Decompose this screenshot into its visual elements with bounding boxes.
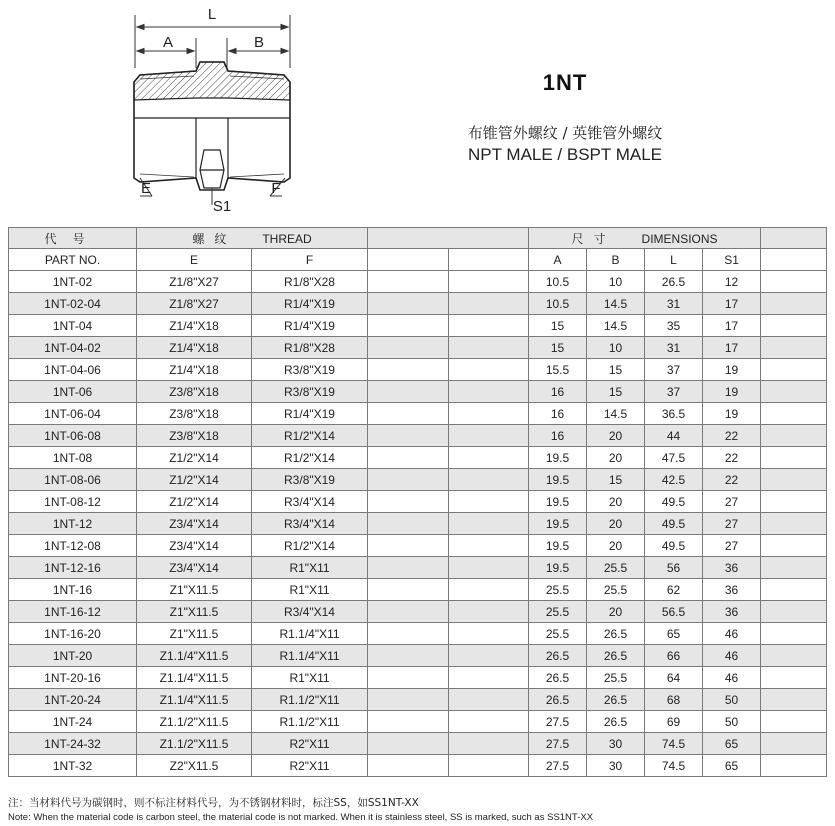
table-row (9, 469, 827, 491)
cell-e: Z1/4"X18 (137, 315, 252, 337)
header-s1: S1 (703, 249, 761, 271)
cell-f: R3/8"X19 (252, 469, 368, 491)
cell-f: R1"X11 (252, 557, 368, 579)
cell-empty (761, 425, 827, 447)
cell-s1: 12 (703, 271, 761, 293)
cell-empty (449, 667, 529, 689)
cell-b: 20 (587, 535, 645, 557)
title-english: NPT MALE / BSPT MALE (468, 145, 662, 164)
cell-empty (368, 425, 449, 447)
table-row (9, 755, 827, 777)
cell-empty (368, 337, 449, 359)
cell-e: Z1.1/2"X11.5 (137, 711, 252, 733)
header-row-2 (9, 249, 827, 271)
cell-empty (761, 535, 827, 557)
cell-empty (449, 557, 529, 579)
cell-f: R3/8"X19 (252, 359, 368, 381)
cell-l: 42.5 (645, 469, 703, 491)
cell-e: Z3/8"X18 (137, 381, 252, 403)
cell-empty (449, 381, 529, 403)
cell-f: R1/2"X14 (252, 447, 368, 469)
cell-l: 31 (645, 293, 703, 315)
cell-empty (449, 359, 529, 381)
cell-part-no: 1NT-24 (9, 711, 137, 733)
cell-f: R2"X11 (252, 733, 368, 755)
cell-s1: 22 (703, 447, 761, 469)
cell-s1: 46 (703, 623, 761, 645)
note-english: Note: When the material code is carbon steel, the material code is not marked. When it is stainless steel, SS is marked, such as SS1NT-XX (8, 812, 594, 823)
header-a: A (529, 249, 587, 271)
cell-empty (761, 315, 827, 337)
cell-b: 26.5 (587, 711, 645, 733)
cell-part-no: 1NT-06-04 (9, 403, 137, 425)
header-empty-3 (761, 249, 827, 271)
cell-b: 20 (587, 491, 645, 513)
header-b: B (587, 249, 645, 271)
cell-f: R1/2"X14 (252, 535, 368, 557)
cell-b: 20 (587, 447, 645, 469)
cell-part-no: 1NT-08-12 (9, 491, 137, 513)
dim-label-a: A (162, 34, 174, 51)
cell-empty (449, 711, 529, 733)
cell-part-no: 1NT-12-16 (9, 557, 137, 579)
cell-a: 19.5 (529, 557, 587, 579)
cell-s1: 50 (703, 711, 761, 733)
dim-label-s1: S1 (212, 198, 232, 215)
table-row (9, 645, 827, 667)
cell-empty (761, 645, 827, 667)
cell-a: 15.5 (529, 359, 587, 381)
cell-empty (368, 535, 449, 557)
dim-label-l: L (207, 6, 217, 23)
cell-s1: 36 (703, 557, 761, 579)
table-row (9, 381, 827, 403)
cell-f: R1/8"X28 (252, 337, 368, 359)
table-row (9, 293, 827, 315)
cell-empty (449, 623, 529, 645)
cell-s1: 65 (703, 755, 761, 777)
cell-f: R3/4"X14 (252, 513, 368, 535)
cell-e: Z1"X11.5 (137, 601, 252, 623)
cell-f: R3/8"X19 (252, 381, 368, 403)
cell-a: 26.5 (529, 667, 587, 689)
header-part-no: PART NO. (9, 249, 137, 271)
cell-empty (368, 381, 449, 403)
cell-e: Z3/8"X18 (137, 403, 252, 425)
cell-a: 27.5 (529, 755, 587, 777)
table-row (9, 337, 827, 359)
header-code-cn: 代号 (9, 228, 137, 249)
cell-e: Z1.1/4"X11.5 (137, 689, 252, 711)
table-row (9, 733, 827, 755)
fitting-drawing (120, 0, 310, 220)
cell-a: 16 (529, 425, 587, 447)
table-row (9, 425, 827, 447)
spec-table (8, 227, 827, 777)
cell-a: 27.5 (529, 711, 587, 733)
cell-empty (368, 689, 449, 711)
cell-part-no: 1NT-20-16 (9, 667, 137, 689)
cell-empty (761, 601, 827, 623)
cell-a: 10.5 (529, 293, 587, 315)
cell-e: Z3/4"X14 (137, 557, 252, 579)
cell-e: Z3/4"X14 (137, 535, 252, 557)
title-chinese: 布锥管外螺纹 / 英锥管外螺纹 (467, 124, 663, 142)
cell-part-no: 1NT-06-08 (9, 425, 137, 447)
cell-f: R3/4"X14 (252, 491, 368, 513)
cell-e: Z1.1/4"X11.5 (137, 667, 252, 689)
cell-empty (368, 623, 449, 645)
header-empty-2 (449, 249, 529, 271)
cell-s1: 46 (703, 667, 761, 689)
cell-empty (368, 755, 449, 777)
cell-b: 25.5 (587, 667, 645, 689)
cell-a: 15 (529, 315, 587, 337)
cell-f: R1/2"X14 (252, 425, 368, 447)
cell-empty (449, 755, 529, 777)
cell-a: 25.5 (529, 601, 587, 623)
cell-b: 14.5 (587, 315, 645, 337)
cell-part-no: 1NT-20-24 (9, 689, 137, 711)
table-row (9, 535, 827, 557)
cell-a: 27.5 (529, 733, 587, 755)
cell-b: 10 (587, 337, 645, 359)
header-blank (368, 228, 529, 249)
cell-empty (761, 469, 827, 491)
cell-empty (449, 733, 529, 755)
cell-empty (761, 337, 827, 359)
table-row (9, 601, 827, 623)
cell-empty (761, 447, 827, 469)
cell-empty (761, 623, 827, 645)
cell-s1: 46 (703, 645, 761, 667)
cell-empty (449, 447, 529, 469)
cell-f: R1"X11 (252, 579, 368, 601)
cell-a: 25.5 (529, 623, 587, 645)
table-row (9, 667, 827, 689)
cell-b: 26.5 (587, 645, 645, 667)
cell-empty (761, 491, 827, 513)
cell-a: 19.5 (529, 491, 587, 513)
cell-f: R1.1/2"X11 (252, 689, 368, 711)
cell-empty (761, 359, 827, 381)
cell-empty (761, 711, 827, 733)
cell-e: Z1/8"X27 (137, 293, 252, 315)
dim-label-b: B (253, 34, 265, 51)
cell-b: 25.5 (587, 557, 645, 579)
cell-part-no: 1NT-20 (9, 645, 137, 667)
cell-empty (449, 403, 529, 425)
header-blank-end (761, 228, 827, 249)
cell-e: Z3/8"X18 (137, 425, 252, 447)
cell-a: 15 (529, 337, 587, 359)
cell-empty (368, 403, 449, 425)
cell-empty (761, 513, 827, 535)
cell-part-no: 1NT-04-02 (9, 337, 137, 359)
cell-f: R1/8"X28 (252, 271, 368, 293)
cell-b: 14.5 (587, 403, 645, 425)
cell-empty (761, 579, 827, 601)
cell-l: 69 (645, 711, 703, 733)
cell-e: Z1/4"X18 (137, 359, 252, 381)
notes (8, 795, 826, 823)
cell-l: 56 (645, 557, 703, 579)
header-row-1 (9, 228, 827, 249)
cell-a: 25.5 (529, 579, 587, 601)
cell-empty (449, 513, 529, 535)
cell-s1: 19 (703, 381, 761, 403)
cell-b: 26.5 (587, 623, 645, 645)
cell-s1: 17 (703, 293, 761, 315)
cell-empty (368, 271, 449, 293)
cell-s1: 22 (703, 425, 761, 447)
cell-empty (368, 293, 449, 315)
cell-s1: 17 (703, 315, 761, 337)
cell-l: 36.5 (645, 403, 703, 425)
cell-e: Z1/4"X18 (137, 337, 252, 359)
model-title: 1NT (542, 70, 588, 95)
cell-part-no: 1NT-04-06 (9, 359, 137, 381)
cell-empty (449, 579, 529, 601)
cell-l: 64 (645, 667, 703, 689)
cell-f: R2"X11 (252, 755, 368, 777)
header-f: F (252, 249, 368, 271)
table-row (9, 271, 827, 293)
cell-e: Z1.1/2"X11.5 (137, 733, 252, 755)
cell-l: 65 (645, 623, 703, 645)
cell-b: 25.5 (587, 579, 645, 601)
cell-l: 49.5 (645, 491, 703, 513)
cell-part-no: 1NT-02-04 (9, 293, 137, 315)
cell-b: 20 (587, 425, 645, 447)
cell-f: R1/4"X19 (252, 403, 368, 425)
cell-empty (368, 667, 449, 689)
cell-e: Z3/4"X14 (137, 513, 252, 535)
cell-b: 20 (587, 601, 645, 623)
cell-s1: 17 (703, 337, 761, 359)
cell-l: 47.5 (645, 447, 703, 469)
cell-part-no: 1NT-08 (9, 447, 137, 469)
cell-part-no: 1NT-24-32 (9, 733, 137, 755)
cell-empty (761, 381, 827, 403)
cell-part-no: 1NT-16-20 (9, 623, 137, 645)
header-l: L (645, 249, 703, 271)
cell-empty (761, 755, 827, 777)
cell-empty (368, 359, 449, 381)
cell-empty (761, 733, 827, 755)
cell-l: 56.5 (645, 601, 703, 623)
cell-s1: 27 (703, 535, 761, 557)
cell-e: Z1/8"X27 (137, 271, 252, 293)
cell-empty (368, 711, 449, 733)
cell-a: 16 (529, 381, 587, 403)
cell-f: R1.1/4"X11 (252, 623, 368, 645)
cell-empty (761, 667, 827, 689)
cell-l: 44 (645, 425, 703, 447)
cell-a: 10.5 (529, 271, 587, 293)
cell-empty (368, 557, 449, 579)
cell-s1: 27 (703, 513, 761, 535)
cell-f: R1/4"X19 (252, 293, 368, 315)
cell-a: 19.5 (529, 469, 587, 491)
cell-part-no: 1NT-12-08 (9, 535, 137, 557)
cell-a: 26.5 (529, 645, 587, 667)
cell-l: 74.5 (645, 733, 703, 755)
header-empty-1 (368, 249, 449, 271)
cell-e: Z1/2"X14 (137, 447, 252, 469)
cell-empty (449, 469, 529, 491)
cell-b: 15 (587, 359, 645, 381)
cell-s1: 19 (703, 359, 761, 381)
header-thread: 螺纹 THREAD (137, 228, 368, 249)
cell-part-no: 1NT-08-06 (9, 469, 137, 491)
cell-b: 30 (587, 755, 645, 777)
cell-empty (368, 579, 449, 601)
cell-l: 66 (645, 645, 703, 667)
dim-label-f: F (271, 180, 281, 197)
table-row (9, 359, 827, 381)
cell-empty (368, 601, 449, 623)
cell-part-no: 1NT-12 (9, 513, 137, 535)
cell-e: Z1/2"X14 (137, 491, 252, 513)
title-block (400, 70, 730, 165)
cell-e: Z1/2"X14 (137, 469, 252, 491)
cell-s1: 50 (703, 689, 761, 711)
cell-part-no: 1NT-16-12 (9, 601, 137, 623)
table-row (9, 557, 827, 579)
cell-l: 49.5 (645, 535, 703, 557)
cell-b: 15 (587, 381, 645, 403)
cell-empty (449, 645, 529, 667)
cell-e: Z1"X11.5 (137, 579, 252, 601)
cell-l: 49.5 (645, 513, 703, 535)
cell-empty (449, 315, 529, 337)
cell-s1: 22 (703, 469, 761, 491)
table-row (9, 689, 827, 711)
cell-a: 19.5 (529, 535, 587, 557)
cell-f: R3/4"X14 (252, 601, 368, 623)
cell-f: R1/4"X19 (252, 315, 368, 337)
cell-empty (368, 733, 449, 755)
cell-empty (761, 403, 827, 425)
cell-part-no: 1NT-02 (9, 271, 137, 293)
cell-e: Z2"X11.5 (137, 755, 252, 777)
cell-l: 62 (645, 579, 703, 601)
cell-empty (449, 271, 529, 293)
cell-empty (368, 469, 449, 491)
cell-a: 26.5 (529, 689, 587, 711)
cell-empty (761, 293, 827, 315)
cell-empty (449, 689, 529, 711)
header-e: E (137, 249, 252, 271)
cell-empty (368, 315, 449, 337)
cell-l: 37 (645, 359, 703, 381)
cell-b: 14.5 (587, 293, 645, 315)
cell-empty (368, 513, 449, 535)
cell-l: 74.5 (645, 755, 703, 777)
cell-b: 26.5 (587, 689, 645, 711)
header-dimensions: 尺寸 DIMENSIONS (529, 228, 761, 249)
table-row (9, 403, 827, 425)
cell-empty (449, 337, 529, 359)
cell-empty (761, 557, 827, 579)
cell-empty (449, 601, 529, 623)
cell-part-no: 1NT-16 (9, 579, 137, 601)
cell-empty (761, 689, 827, 711)
cell-l: 26.5 (645, 271, 703, 293)
cell-empty (449, 535, 529, 557)
table-row (9, 623, 827, 645)
cell-s1: 19 (703, 403, 761, 425)
cell-f: R1.1/2"X11 (252, 711, 368, 733)
note-chinese: 注：当材料代号为碳钢时，则不标注材料代号，为不锈钢材料时，标注SS，如SS1NT-XX (8, 797, 419, 809)
table-row (9, 579, 827, 601)
cell-b: 15 (587, 469, 645, 491)
cell-s1: 65 (703, 733, 761, 755)
cell-empty (449, 425, 529, 447)
cell-s1: 36 (703, 601, 761, 623)
cell-e: Z1"X11.5 (137, 623, 252, 645)
table-row (9, 315, 827, 337)
cell-s1: 27 (703, 491, 761, 513)
cell-empty (368, 645, 449, 667)
dim-label-e: E (140, 180, 152, 197)
table-row (9, 491, 827, 513)
cell-f: R1.1/4"X11 (252, 645, 368, 667)
cell-a: 19.5 (529, 513, 587, 535)
cell-b: 10 (587, 271, 645, 293)
cell-empty (449, 491, 529, 513)
cell-a: 16 (529, 403, 587, 425)
cell-a: 19.5 (529, 447, 587, 469)
cell-l: 31 (645, 337, 703, 359)
table-row (9, 711, 827, 733)
cell-e: Z1.1/4"X11.5 (137, 645, 252, 667)
cell-empty (761, 271, 827, 293)
cell-empty (368, 491, 449, 513)
cell-s1: 36 (703, 579, 761, 601)
cell-part-no: 1NT-06 (9, 381, 137, 403)
table-row (9, 447, 827, 469)
cell-b: 30 (587, 733, 645, 755)
cell-empty (449, 293, 529, 315)
table-row (9, 513, 827, 535)
cell-l: 35 (645, 315, 703, 337)
cell-part-no: 1NT-32 (9, 755, 137, 777)
cell-f: R1"X11 (252, 667, 368, 689)
cell-l: 68 (645, 689, 703, 711)
cell-b: 20 (587, 513, 645, 535)
cell-empty (368, 447, 449, 469)
cell-part-no: 1NT-04 (9, 315, 137, 337)
cell-l: 37 (645, 381, 703, 403)
